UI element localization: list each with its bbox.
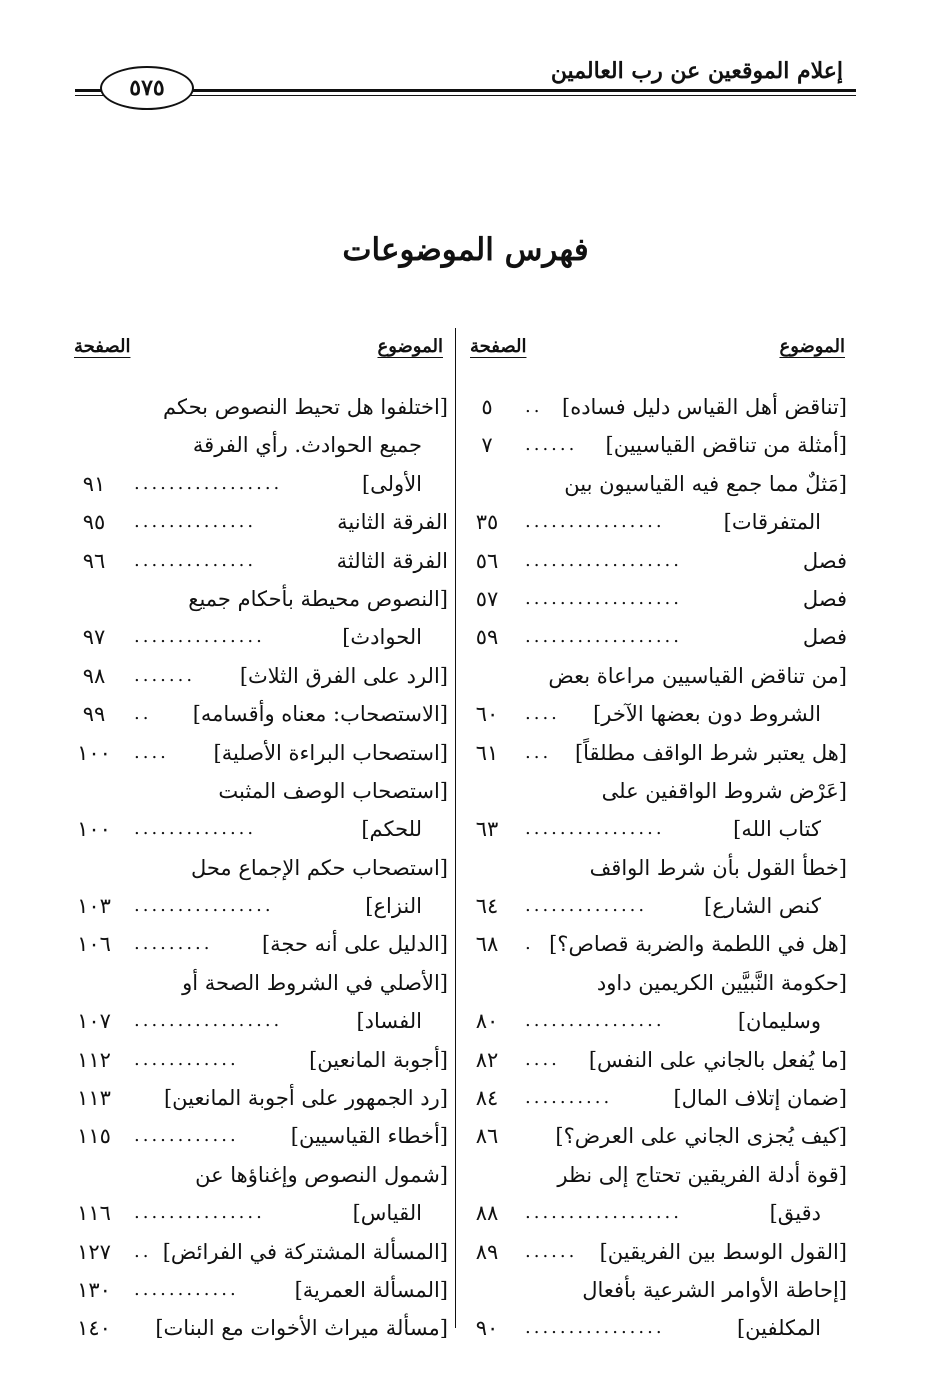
index-entry — [465, 542, 847, 580]
entry-topic: [هل في اللطمة والضربة قصاص؟] — [549, 932, 847, 957]
entry-topic: [قوة أدلة الفريقين تحتاج إلى نظر — [557, 1162, 847, 1187]
index-entry — [72, 849, 448, 887]
entry-topic: [الأصلي في الشروط الصحة أو — [182, 970, 448, 995]
entry-page-number: ٩١ — [82, 471, 106, 496]
index-entry — [465, 618, 847, 656]
index-entry — [72, 1156, 448, 1194]
entry-page-number: ١٠٠ — [77, 817, 111, 842]
index-entry — [72, 1309, 448, 1347]
entry-leader-dots: ................ — [525, 1317, 665, 1339]
entry-page-number: ١١٥ — [77, 1124, 111, 1149]
entry-page-number: ٩٦ — [82, 548, 106, 573]
entry-page-number: ٦٨ — [475, 932, 499, 957]
right-page-header: الصفحة — [470, 336, 527, 357]
column-divider — [455, 328, 456, 1328]
index-entry — [72, 580, 448, 618]
index-title: فهرس الموضوعات — [342, 232, 589, 268]
page-number-badge: ٥٧٥ — [100, 66, 194, 110]
entry-topic: [اختلفوا هل تحيط النصوص بحكم — [163, 395, 448, 419]
index-entry — [465, 465, 847, 503]
index-entry — [465, 503, 847, 541]
entry-leader-dots: ................. — [134, 472, 283, 494]
index-entry — [465, 849, 847, 887]
entry-page-number: ٦٣ — [475, 817, 499, 842]
entry-topic: فصل — [802, 548, 847, 573]
entry-topic: [كيف يُجزى الجاني على العرض؟] — [555, 1124, 847, 1149]
index-entry — [465, 810, 847, 848]
index-entry — [72, 426, 448, 464]
entry-page-number: ٨٩ — [475, 1239, 499, 1264]
index-entry — [465, 1041, 847, 1079]
right-topic-header: الموضوع — [779, 336, 845, 357]
entry-leader-dots: .... — [134, 741, 169, 763]
entry-topic: [ما يُفعل بالجاني على النفس] — [588, 1047, 847, 1072]
entry-leader-dots: .. — [525, 396, 543, 417]
entry-leader-dots: ................ — [525, 818, 665, 840]
entry-topic: [من تناقض القياسيين مراعاة بعض — [548, 663, 847, 688]
index-entry — [465, 1233, 847, 1271]
left-index-column — [72, 388, 448, 1348]
entry-page-number: ٧ — [481, 433, 493, 458]
entry-leader-dots: ...... — [525, 1240, 578, 1262]
entry-topic: الفساد] — [356, 1009, 422, 1034]
index-entry — [465, 1309, 847, 1347]
entry-topic: الأولى] — [361, 471, 422, 496]
entry-page-number: ١١٢ — [77, 1047, 111, 1072]
entry-topic: [استصحاب حكم الإجماع محل — [190, 855, 448, 880]
index-entry — [465, 388, 847, 426]
index-entry — [72, 925, 448, 963]
index-entry — [72, 887, 448, 925]
index-entry — [465, 1194, 847, 1232]
entry-page-number: ٨٦ — [475, 1124, 499, 1149]
entry-topic: [تناقض أهل القياس دليل فساده] — [562, 395, 847, 419]
entry-page-number: ١٢٧ — [77, 1239, 111, 1264]
entry-leader-dots: .......... — [525, 1087, 613, 1109]
entry-topic: النزاع] — [365, 894, 422, 919]
entry-topic: دقيق] — [769, 1201, 821, 1226]
index-entry — [465, 1117, 847, 1155]
entry-page-number: ١٠٦ — [77, 932, 111, 957]
entry-page-number: ٨٢ — [475, 1047, 499, 1072]
entry-page-number: ١٠٠ — [77, 740, 111, 765]
entry-leader-dots: ............ — [134, 1278, 239, 1300]
entry-page-number: ٩٠ — [475, 1316, 499, 1341]
entry-topic: [الرد على الفرق الثلاث] — [239, 663, 448, 688]
index-entry — [72, 1194, 448, 1232]
entry-topic: الفرقة الثالثة — [336, 548, 448, 573]
entry-leader-dots: .... — [525, 703, 560, 725]
entry-leader-dots: .............. — [525, 895, 648, 917]
index-entry — [465, 657, 847, 695]
left-topic-header: الموضوع — [377, 336, 443, 357]
index-entry — [72, 772, 448, 810]
entry-topic: [القول الوسط بين الفريقين] — [599, 1239, 847, 1264]
index-entry — [72, 734, 448, 772]
index-entry — [72, 1271, 448, 1309]
entry-topic: [استصحاب الوصف المثبت — [218, 778, 448, 803]
entry-leader-dots: .............. — [134, 818, 257, 840]
entry-page-number: ١١٦ — [77, 1201, 111, 1226]
entry-leader-dots: .. — [134, 1240, 152, 1262]
entry-topic: [أخطاء القياسيين] — [290, 1124, 448, 1149]
entry-leader-dots: .. — [134, 703, 152, 725]
entry-leader-dots: ... — [525, 741, 552, 763]
index-entry — [72, 1233, 448, 1271]
entry-topic: [النصوص محيطة بأحكام جميع — [188, 586, 448, 611]
entry-topic: [رد الجمهور على أجوبة المانعين] — [163, 1086, 448, 1111]
entry-page-number: ١٤٠ — [77, 1316, 111, 1341]
index-entry — [72, 388, 448, 426]
entry-topic: [المسألة العمرية] — [294, 1277, 448, 1302]
entry-page-number: ١٠٧ — [77, 1009, 111, 1034]
entry-topic: [أجوبة المانعين] — [309, 1047, 448, 1072]
entry-topic: [استصحاب البراءة الأصلية] — [213, 740, 448, 765]
entry-topic: المتفرقات] — [723, 510, 821, 535]
right-index-column — [465, 388, 847, 1348]
entry-leader-dots: ............ — [134, 1048, 239, 1070]
entry-topic: [إحاطة الأوامر الشرعية بأفعال — [582, 1277, 847, 1302]
index-entry — [72, 1117, 448, 1155]
entry-page-number: ١٠٣ — [77, 894, 111, 919]
entry-page-number: ٣٥ — [475, 510, 499, 535]
index-entry — [465, 1271, 847, 1309]
entry-page-number: ٥٦ — [475, 548, 499, 573]
entry-page-number: ٥٩ — [475, 625, 499, 650]
entry-page-number: ١٣٠ — [77, 1277, 111, 1302]
entry-leader-dots: ............... — [134, 626, 265, 648]
header-rule-thin — [75, 95, 856, 96]
entry-page-number: ٦١ — [475, 740, 499, 765]
entry-topic: الشروط دون بعضها الآخر] — [593, 702, 821, 727]
entry-page-number: ٩٥ — [82, 510, 106, 535]
entry-leader-dots: ...... — [525, 434, 578, 456]
entry-leader-dots: .................. — [525, 549, 682, 571]
index-entry — [465, 1002, 847, 1040]
index-entry — [72, 1041, 448, 1079]
entry-topic: [هل يعتبر شرط الواقف مطلقاً] — [574, 740, 847, 765]
entry-leader-dots: ............ — [134, 1125, 239, 1147]
entry-topic: كنص الشارع] — [704, 894, 821, 919]
index-entry — [465, 1079, 847, 1117]
index-entry — [465, 695, 847, 733]
index-entry — [465, 426, 847, 464]
index-entry — [72, 465, 448, 503]
entry-leader-dots: .............. — [134, 549, 257, 571]
entry-topic: [ضمان إتلاف المال] — [673, 1086, 847, 1111]
entry-page-number: ٩٩ — [82, 702, 106, 727]
entry-topic: [مَثلٌ مما جمع فيه القياسيون بين — [564, 471, 847, 496]
index-entry — [72, 1002, 448, 1040]
entry-leader-dots: ......... — [134, 933, 213, 955]
entry-topic: [مسألة ميراث الأخوات مع البنات] — [155, 1316, 448, 1341]
index-entry — [72, 1079, 448, 1117]
entry-page-number: ٥ — [481, 395, 493, 419]
index-entry — [465, 734, 847, 772]
index-entry — [72, 964, 448, 1002]
entry-topic: كتاب الله] — [733, 817, 821, 842]
entry-leader-dots: ................. — [134, 1010, 283, 1032]
entry-page-number: ٦٤ — [475, 894, 499, 919]
entry-topic: المكلفين] — [736, 1316, 821, 1341]
entry-leader-dots: ............... — [134, 1202, 265, 1224]
index-entry — [72, 542, 448, 580]
entry-topic: جميع الحوادث. رأي الفرقة — [192, 433, 422, 458]
index-entry — [465, 925, 847, 963]
index-entry — [465, 887, 847, 925]
entry-page-number: ٦٠ — [475, 702, 499, 727]
entry-topic: فصل — [802, 625, 847, 650]
entry-leader-dots: .................. — [525, 626, 682, 648]
entry-leader-dots: ................ — [134, 895, 274, 917]
entry-page-number: ٥٧ — [475, 586, 499, 611]
entry-topic: [المسألة المشتركة في الفرائض] — [162, 1239, 448, 1264]
entry-leader-dots: ....... — [134, 664, 196, 686]
entry-leader-dots: ................ — [525, 511, 665, 533]
index-entry — [72, 503, 448, 541]
entry-page-number: ٩٧ — [82, 625, 106, 650]
index-entry — [72, 657, 448, 695]
entry-topic: القياس] — [352, 1201, 422, 1226]
index-entry — [465, 1156, 847, 1194]
entry-topic: الحوادث] — [342, 625, 422, 650]
entry-topic: [أمثلة من تناقض القياسيين] — [605, 433, 847, 458]
entry-leader-dots: .............. — [134, 511, 257, 533]
entry-page-number: ٨٨ — [475, 1201, 499, 1226]
entry-page-number: ٩٨ — [82, 663, 106, 688]
entry-topic: [خطأ القول بأن شرط الواقف — [589, 855, 847, 880]
index-entry — [72, 618, 448, 656]
entry-leader-dots: .... — [525, 1048, 560, 1070]
entry-topic: [الدليل على أنه حجة] — [261, 932, 448, 957]
entry-topic: وسليمان] — [737, 1009, 821, 1034]
entry-topic: فصل — [802, 586, 847, 611]
left-page-header: الصفحة — [74, 336, 131, 357]
index-entry — [72, 810, 448, 848]
entry-topic: [عَرْض شروط الواقفين على — [601, 778, 847, 803]
entry-page-number: ٨٤ — [475, 1086, 499, 1111]
entry-leader-dots: ................ — [525, 1010, 665, 1032]
index-entry — [465, 964, 847, 1002]
index-entry — [465, 580, 847, 618]
index-entry — [72, 695, 448, 733]
book-title: إعلام الموقعين عن رب العالمين — [550, 58, 843, 84]
entry-page-number: ١١٣ — [77, 1086, 111, 1111]
entry-leader-dots: .................. — [525, 587, 682, 609]
entry-topic: [الاستصحاب: معناه وأقسامه] — [192, 702, 448, 727]
entry-leader-dots: . — [525, 933, 534, 955]
entry-topic: [حكومة النَّبيَّين الكريمين داود — [596, 970, 847, 995]
entry-page-number: ٨٠ — [475, 1009, 499, 1034]
entry-leader-dots: .................. — [525, 1202, 682, 1224]
index-entry — [465, 772, 847, 810]
entry-topic: للحكم] — [361, 817, 422, 842]
entry-topic: [شمول النصوص وإغناؤها عن — [195, 1162, 448, 1187]
entry-topic: الفرقة الثانية — [337, 510, 448, 535]
